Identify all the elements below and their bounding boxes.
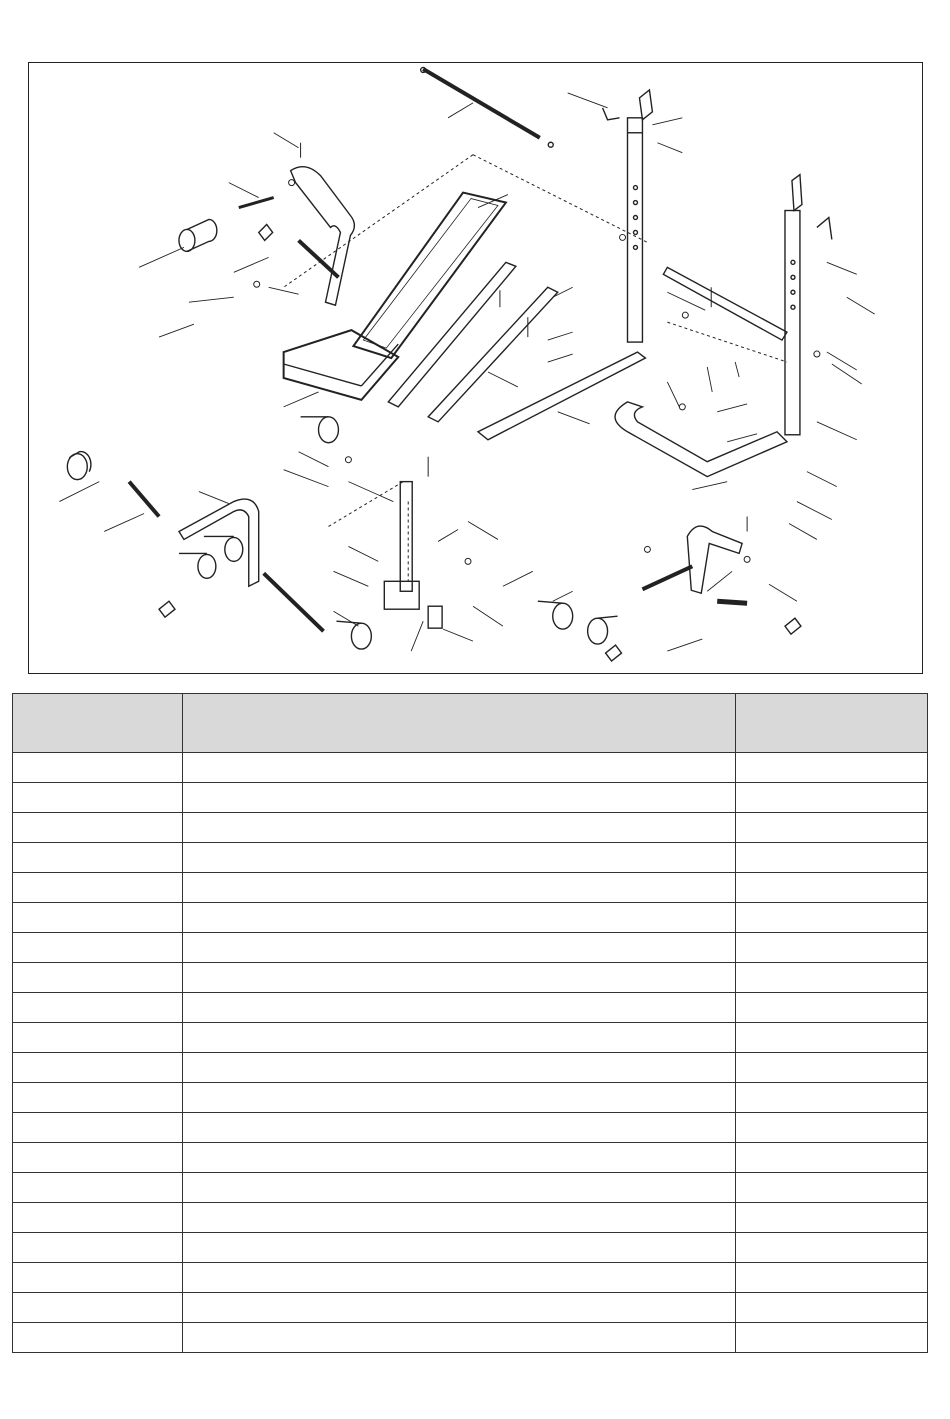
- exploded-parts-diagram: [28, 62, 923, 674]
- table-row: [13, 1323, 928, 1353]
- table-row: [13, 753, 928, 783]
- table-row: [13, 903, 928, 933]
- part-no-cell: [13, 843, 183, 873]
- upright-post-icon: [603, 90, 653, 342]
- quantity-cell: [736, 903, 928, 933]
- part-no-cell: [13, 993, 183, 1023]
- quantity-cell: [736, 843, 928, 873]
- part-no-cell: [13, 1023, 183, 1053]
- parts-list-table: [12, 693, 928, 1353]
- header-description: [182, 694, 735, 753]
- part-no-cell: [13, 1173, 183, 1203]
- diagram-svg: [29, 63, 922, 673]
- part-no-cell: [13, 1143, 183, 1173]
- barbell-bar-icon: [421, 67, 554, 147]
- quantity-cell: [736, 1323, 928, 1353]
- base-frame-icon: [478, 267, 787, 476]
- bench-back-pad-icon: [353, 193, 506, 358]
- description-cell: [182, 753, 735, 783]
- quantity-cell: [736, 1023, 928, 1053]
- leader-lines: [59, 93, 874, 651]
- quantity-cell: [736, 783, 928, 813]
- description-cell: [182, 1293, 735, 1323]
- table-row: [13, 873, 928, 903]
- description-cell: [182, 933, 735, 963]
- part-no-cell: [13, 963, 183, 993]
- table-row: [13, 1263, 928, 1293]
- description-cell: [182, 1083, 735, 1113]
- quantity-cell: [736, 1263, 928, 1293]
- seat-rail-icon: [388, 262, 557, 421]
- quantity-cell: [736, 753, 928, 783]
- header-part-no: [13, 694, 183, 753]
- table-row: [13, 963, 928, 993]
- hinge-arm-icon: [239, 167, 355, 306]
- description-cell: [182, 1023, 735, 1053]
- spring-collar-icon: [159, 224, 801, 661]
- description-cell: [182, 873, 735, 903]
- part-no-cell: [13, 1053, 183, 1083]
- table-row: [13, 813, 928, 843]
- description-cell: [182, 1053, 735, 1083]
- table-row: [13, 993, 928, 1023]
- part-no-cell: [13, 933, 183, 963]
- leg-extension-frame-icon: [642, 526, 747, 603]
- table-row: [13, 1143, 928, 1173]
- quantity-cell: [736, 1053, 928, 1083]
- quantity-cell: [736, 873, 928, 903]
- part-no-cell: [13, 753, 183, 783]
- part-no-cell: [13, 1083, 183, 1113]
- quantity-cell: [736, 1113, 928, 1143]
- bench-seat-pad-icon: [284, 330, 399, 400]
- front-post-icon: [384, 482, 442, 629]
- table-row: [13, 1233, 928, 1263]
- table-header-row: [13, 694, 928, 753]
- table-row: [13, 1173, 928, 1203]
- table-row: [13, 1113, 928, 1143]
- description-cell: [182, 1323, 735, 1353]
- description-cell: [182, 1173, 735, 1203]
- description-cell: [182, 1143, 735, 1173]
- part-no-cell: [13, 873, 183, 903]
- description-cell: [182, 1203, 735, 1233]
- quantity-cell: [736, 1083, 928, 1113]
- part-no-cell: [13, 783, 183, 813]
- part-no-cell: [13, 1263, 183, 1293]
- quantity-cell: [736, 813, 928, 843]
- quantity-cell: [736, 1203, 928, 1233]
- part-no-cell: [13, 1323, 183, 1353]
- quantity-cell: [736, 963, 928, 993]
- description-cell: [182, 783, 735, 813]
- header-quantity: [736, 694, 928, 753]
- description-cell: [182, 1113, 735, 1143]
- part-no-cell: [13, 1233, 183, 1263]
- part-no-cell: [13, 1113, 183, 1143]
- description-cell: [182, 1263, 735, 1293]
- table-row: [13, 1053, 928, 1083]
- quantity-cell: [736, 933, 928, 963]
- part-no-cell: [13, 903, 183, 933]
- part-no-cell: [13, 1203, 183, 1233]
- part-no-cell: [13, 813, 183, 843]
- table-row: [13, 933, 928, 963]
- description-cell: [182, 1233, 735, 1263]
- table-row: [13, 1293, 928, 1323]
- description-cell: [182, 903, 735, 933]
- washer-icon: [254, 180, 820, 565]
- upright-post-icon: [785, 175, 832, 435]
- guide-lines: [284, 155, 787, 582]
- description-cell: [182, 843, 735, 873]
- description-cell: [182, 813, 735, 843]
- quantity-cell: [736, 1143, 928, 1173]
- table-row: [13, 843, 928, 873]
- foam-roller-icon: [67, 219, 617, 649]
- parts-table-body: [13, 753, 928, 1353]
- description-cell: [182, 963, 735, 993]
- table-row: [13, 1023, 928, 1053]
- quantity-cell: [736, 1233, 928, 1263]
- description-cell: [182, 993, 735, 1023]
- quantity-cell: [736, 1293, 928, 1323]
- quantity-cell: [736, 1173, 928, 1203]
- table-row: [13, 783, 928, 813]
- part-no-cell: [13, 1293, 183, 1323]
- table-row: [13, 1203, 928, 1233]
- quantity-cell: [736, 993, 928, 1023]
- table-row: [13, 1083, 928, 1113]
- bolt-icon: [301, 143, 748, 532]
